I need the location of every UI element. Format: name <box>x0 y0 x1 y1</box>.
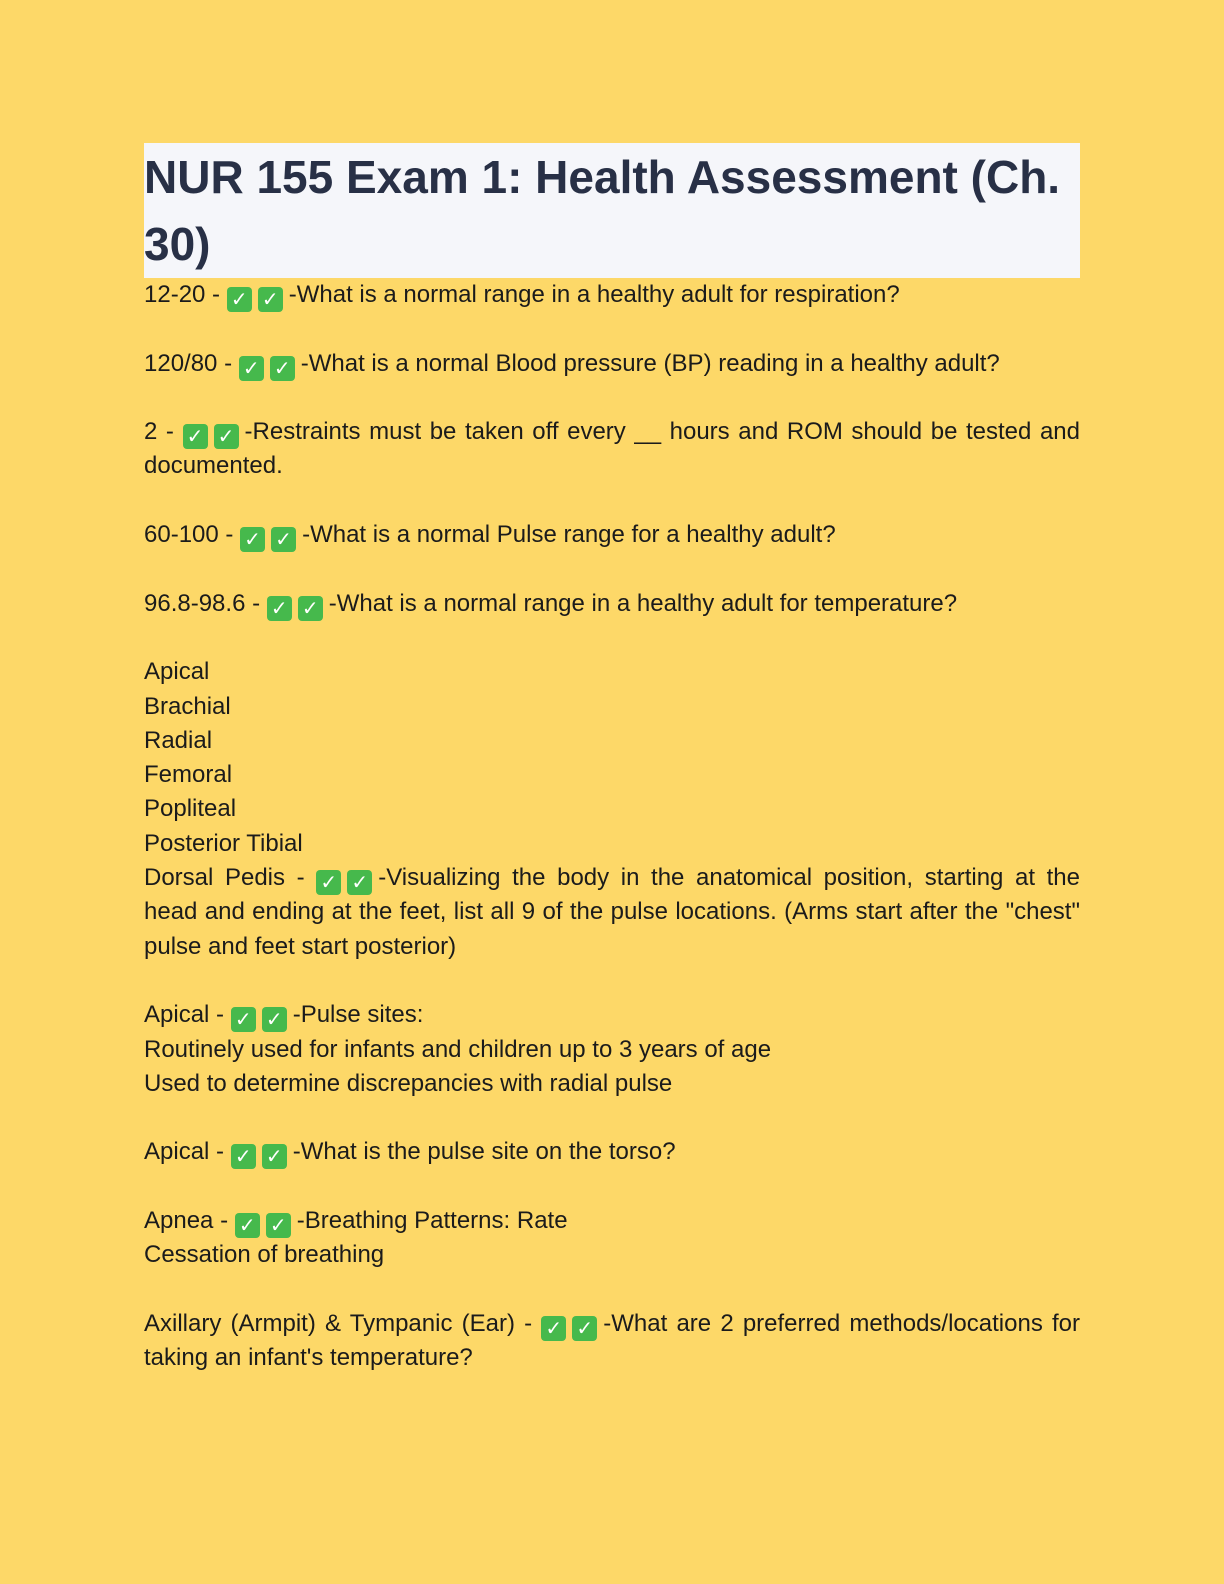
answer-question-line: Dorsal Pedis - ✓ ✓ -Visualizing the body in the anatomical position, starting at the head and ending at the feet, list all 9 of the pulse locations. (Arms start after the "chest" pulse and feet start posterior) <box>144 864 1080 960</box>
flashcard-entry <box>144 278 1080 312</box>
flashcard-entry <box>144 587 1080 621</box>
answer-question-line: Apical - ✓ ✓ -What is the pulse site on the torso? <box>144 1138 676 1169</box>
answer-line: Radial <box>144 726 213 754</box>
question-text: Visualizing the body in the anatomical position, starting at the head and ending at the feet, list all 9 of the pulse locations. (Arms start after the "chest" pulse and feet start posterior) <box>144 864 1080 960</box>
check-mark-button-icon: ✓ <box>270 356 295 381</box>
check-mark-button-icon: ✓ <box>227 287 252 312</box>
answer-question-line: Apnea - ✓ ✓ -Breathing Patterns: Rate <box>144 1207 568 1238</box>
flashcard-entry <box>144 1135 1080 1169</box>
answer-question-line: 2 - ✓ ✓ -Restraints must be taken off every __ hours and ROM should be tested and documented. <box>144 418 1080 480</box>
question-text: What is the pulse site on the torso? <box>300 1138 676 1166</box>
answer-line: Brachial <box>144 692 231 720</box>
flashcard-entry <box>144 518 1080 552</box>
answer-text: Apnea <box>144 1207 214 1235</box>
detail-line: Used to determine discrepancies with radial pulse <box>144 1069 673 1097</box>
answer-line: Femoral <box>144 761 233 789</box>
check-mark-button-icon: ✓ <box>347 870 372 895</box>
answer-text: Apical <box>144 1138 210 1166</box>
flashcard-entry <box>144 347 1080 381</box>
answer-text: Apical <box>144 1001 210 1029</box>
flashcard-entry <box>144 415 1080 484</box>
answer-line: Popliteal <box>144 795 237 823</box>
answer-question-line: 60-100 - ✓ ✓ -What is a normal Pulse range for a healthy adult? <box>144 521 836 552</box>
check-mark-button-icon: ✓ <box>258 287 283 312</box>
check-mark-button-icon: ✓ <box>541 1316 566 1341</box>
answer-line: Apical <box>144 658 210 686</box>
question-text: What is a normal range in a healthy adult for respiration? <box>296 281 900 308</box>
answer-question-line: 120/80 - ✓ ✓ -What is a normal Blood pressure (BP) reading in a healthy adult? <box>144 349 1000 380</box>
answer-text: 120/80 <box>144 349 218 377</box>
answer-text: Axillary (Armpit) & Tympanic (Ear) <box>144 1309 515 1337</box>
question-text: What is a normal Pulse range for a healthy adult? <box>310 521 836 549</box>
question-text: Breathing Patterns: Rate <box>304 1207 568 1235</box>
flashcard-list <box>144 278 1080 1376</box>
question-text: What is a normal range in a healthy adult for temperature? <box>336 589 958 617</box>
document-title: NUR 155 Exam 1: Health Assessment (Ch. 30) <box>144 151 1061 270</box>
check-mark-button-icon: ✓ <box>316 870 341 895</box>
answer-question-line: 96.8-98.6 - ✓ ✓ -What is a normal range in a healthy adult for temperature? <box>144 589 958 620</box>
check-mark-button-icon: ✓ <box>271 527 296 552</box>
check-mark-button-icon: ✓ <box>214 424 239 449</box>
flashcard-entry <box>144 655 1080 964</box>
check-mark-button-icon: ✓ <box>298 596 323 621</box>
check-mark-button-icon: ✓ <box>235 1213 260 1238</box>
question-text: Restraints must be taken off every __ hours and ROM should be tested and documented. <box>144 418 1080 480</box>
question-text: What are 2 preferred methods/locations for taking an infant's temperature? <box>144 1309 1080 1372</box>
check-mark-button-icon: ✓ <box>266 1213 291 1238</box>
answer-text: 60-100 <box>144 521 219 549</box>
question-text: Pulse sites: <box>300 1001 424 1029</box>
answer-question-line: Apical - ✓ ✓ -Pulse sites: <box>144 1001 424 1032</box>
check-mark-button-icon: ✓ <box>240 527 265 552</box>
question-text: What is a normal Blood pressure (BP) reading in a healthy adult? <box>308 349 1000 377</box>
check-mark-button-icon: ✓ <box>231 1144 256 1169</box>
check-mark-button-icon: ✓ <box>231 1007 256 1032</box>
answer-question-line: 12-20 - ✓ ✓ -What is a normal range in a healthy adult for respiration? <box>144 281 900 311</box>
flashcard-entry <box>144 1307 1080 1376</box>
answer-text: 2 <box>144 418 158 446</box>
document-page <box>144 143 1080 1410</box>
check-mark-button-icon: ✓ <box>239 356 264 381</box>
answer-text: 96.8-98.6 <box>144 589 246 617</box>
check-mark-button-icon: ✓ <box>262 1007 287 1032</box>
check-mark-button-icon: ✓ <box>262 1144 287 1169</box>
check-mark-button-icon: ✓ <box>267 596 292 621</box>
detail-line: Routinely used for infants and children up to 3 years of age <box>144 1035 772 1063</box>
answer-line: Posterior Tibial <box>144 829 303 857</box>
check-mark-button-icon: ✓ <box>572 1316 597 1341</box>
flashcard-entry <box>144 998 1080 1101</box>
title-banner <box>144 143 1080 278</box>
answer-text: Dorsal Pedis <box>144 864 285 892</box>
detail-line: Cessation of breathing <box>144 1241 385 1269</box>
answer-text: 12-20 <box>144 281 206 308</box>
answer-question-line: Axillary (Armpit) & Tympanic (Ear) - ✓ ✓ -What are 2 preferred methods/locations for taking an infant's temperature? <box>144 1309 1080 1372</box>
flashcard-entry <box>144 1204 1080 1273</box>
check-mark-button-icon: ✓ <box>183 424 208 449</box>
